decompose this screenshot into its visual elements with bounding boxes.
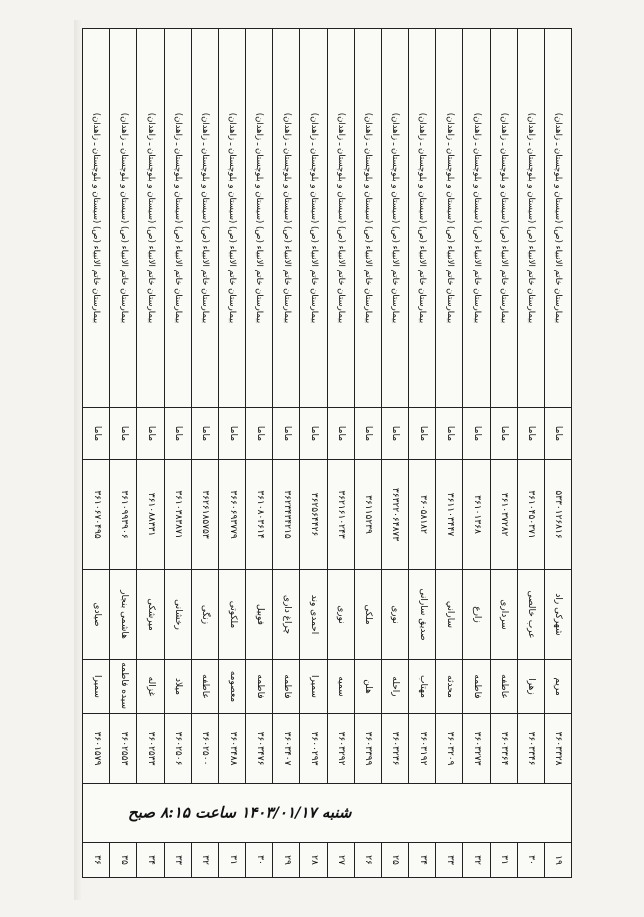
last-name-cell: نوری	[381, 570, 408, 660]
role-cell: ماما	[436, 408, 463, 460]
role-cell: ماما	[164, 408, 191, 460]
first-name-cell: سمیرا	[83, 660, 110, 714]
table-row	[110, 29, 137, 878]
table-row	[463, 29, 490, 878]
role-cell: ماما	[517, 408, 544, 460]
first-name-cell: فاطمه	[463, 660, 490, 714]
role-cell: ماما	[137, 408, 164, 460]
first-name-cell: سیده فاطمه	[110, 660, 137, 714]
table-row	[544, 29, 571, 878]
role-cell: ماما	[83, 408, 110, 460]
row-index-cell: ۳۲	[191, 843, 218, 878]
first-name-cell: مهتاب	[409, 660, 436, 714]
role-cell: ماما	[300, 408, 327, 460]
national-id-cell: ۳۶۱۰۸۰۳۶۱۴	[246, 460, 273, 570]
hospital-cell: بیمارستان خاتم الانبیاء (ص) (سیستان و بلوچستان ـ زاهدان)	[110, 29, 137, 408]
role-cell: ماما	[354, 408, 381, 460]
last-name-cell: هاشمی بنجار	[110, 570, 137, 660]
national-id-cell: ۵۳۳۰۱۲۶۸۱۶	[544, 460, 571, 570]
code-cell: ۳۶۰۲۵۰۰	[191, 714, 218, 784]
hospital-cell: بیمارستان خاتم الانبیاء (ص) (سیستان و بلوچستان ـ زاهدان)	[463, 29, 490, 408]
national-id-cell: ۳۶۰۵۸۱۸۲	[409, 460, 436, 570]
row-index-cell: ۲۵	[381, 843, 408, 878]
national-id-cell: ۳۶۳۲۲۰۶۴۸۷۳	[381, 460, 408, 570]
row-index-cell: ۳۶	[83, 843, 110, 878]
table-row	[191, 29, 218, 878]
row-index-cell: ۱۹	[544, 843, 571, 878]
role-cell: ماما	[246, 408, 273, 460]
hospital-cell: بیمارستان خاتم الانبیاء (ص) (سیستان و بلوچستان ـ زاهدان)	[544, 29, 571, 408]
last-name-cell: چراغ داری	[273, 570, 300, 660]
row-index-cell: ۳۰	[517, 843, 544, 878]
last-name-cell: احمدی وند	[300, 570, 327, 660]
first-name-cell: سمیه	[327, 660, 354, 714]
hospital-cell: بیمارستان خاتم الانبیاء (ص) (سیستان و بلوچستان ـ زاهدان)	[218, 29, 245, 408]
last-name-cell: ملکوتی	[218, 570, 245, 660]
row-index-cell: ۳۰	[246, 843, 273, 878]
table-row	[300, 29, 327, 878]
national-id-cell: ۳۶۱۱۵۲۳۹	[354, 460, 381, 570]
code-cell: ۳۶۰۳۴۸۸	[218, 714, 245, 784]
first-name-cell: غزاله	[137, 660, 164, 714]
code-cell: ۳۶۰۲۵۳۳	[137, 714, 164, 784]
last-name-cell: ساراني	[436, 570, 463, 660]
role-cell: ماما	[191, 408, 218, 460]
first-name-cell: مریم	[544, 660, 571, 714]
row-index-cell: ۳۳	[436, 843, 463, 878]
hospital-cell: بیمارستان خاتم الانبیاء (ص) (سیستان و بلوچستان ـ زاهدان)	[409, 29, 436, 408]
national-id-cell: ۳۶۱۰۶۷۰۴۹۵	[83, 460, 110, 570]
code-cell: ۳۶۰۲۵۵۳	[110, 714, 137, 784]
national-id-cell: ۳۶۲۶۱۸۵۷۵۳	[191, 460, 218, 570]
row-index-cell: ۳۴	[409, 843, 436, 878]
national-id-cell: ۳۶۲۳۴۳۴۲۱۵	[273, 460, 300, 570]
first-name-cell: هلن	[354, 660, 381, 714]
table-row	[354, 29, 381, 878]
hospital-cell: بیمارستان خاتم الانبیاء (ص) (سیستان و بلوچستان ـ زاهدان)	[83, 29, 110, 408]
document-sheet	[82, 28, 572, 877]
code-cell: ۳۶۰۳۲۷۳	[463, 714, 490, 784]
role-cell: ماما	[463, 408, 490, 460]
table-row	[490, 29, 517, 878]
table-row	[273, 29, 300, 878]
last-name-cell: نوری	[327, 570, 354, 660]
hospital-cell: بیمارستان خاتم الانبیاء (ص) (سیستان و بلوچستان ـ زاهدان)	[164, 29, 191, 408]
code-cell: ۳۶۰۰۲۹۳	[300, 714, 327, 784]
table-row	[436, 29, 463, 878]
table-row	[164, 29, 191, 878]
national-id-cell: ۳۶۱۱۰۳۴۴۷	[436, 460, 463, 570]
last-name-cell: صیادی	[83, 570, 110, 660]
first-name-cell: زهرا	[517, 660, 544, 714]
national-id-cell: ۳۶۱۰۳۸۳۸۷۱	[164, 460, 191, 570]
handwritten-note-text: شنبه ۱۴۰۳/۰۱/۱۷ ساعت ۸:۱۵ صبح	[128, 803, 352, 822]
code-cell: ۳۶۰۳۴۰۷	[273, 714, 300, 784]
last-name-cell: زنگی	[191, 570, 218, 660]
row-index-cell: ۳۲	[463, 843, 490, 878]
table-row	[409, 29, 436, 878]
national-id-cell: ۳۶۲۵۶۴۴۲۶	[300, 460, 327, 570]
hospital-cell: بیمارستان خاتم الانبیاء (ص) (سیستان و بلوچستان ـ زاهدان)	[246, 29, 273, 408]
national-id-cell: ۳۶۲۱۶۱۰۲۴۳	[327, 460, 354, 570]
code-cell: ۳۶۰۳۳۹۹	[354, 714, 381, 784]
hospital-cell: بیمارستان خاتم الانبیاء (ص) (سیستان و بلوچستان ـ زاهدان)	[137, 29, 164, 408]
first-name-cell: عاطفه	[191, 660, 218, 714]
code-cell: ۳۶۰۳۲۰۹	[436, 714, 463, 784]
role-cell: ماما	[381, 408, 408, 460]
table-row	[218, 29, 245, 878]
hospital-cell: بیمارستان خاتم الانبیاء (ص) (سیستان و بلوچستان ـ زاهدان)	[327, 29, 354, 408]
role-cell: ماما	[544, 408, 571, 460]
page-edge-shadow	[74, 20, 82, 900]
first-name-cell: معصومه	[218, 660, 245, 714]
last-name-cell: صدیق سارانی	[409, 570, 436, 660]
national-id-cell: ۳۶۱۰۱۳۶۸	[463, 460, 490, 570]
last-name-cell: زارع	[463, 570, 490, 660]
last-name-cell: شهرکی راد	[544, 570, 571, 660]
role-cell: ماما	[110, 408, 137, 460]
row-index-cell: ۲۶	[354, 843, 381, 878]
code-cell: ۳۶۰۱۵۷۹	[83, 714, 110, 784]
hospital-cell: بیمارستان خاتم الانبیاء (ص) (سیستان و بلوچستان ـ زاهدان)	[490, 29, 517, 408]
role-cell: ماما	[273, 408, 300, 460]
handwritten-note	[83, 784, 572, 843]
code-cell: ۳۶۰۳۲۳۶	[381, 714, 408, 784]
row-index-cell: ۲۹	[273, 843, 300, 878]
table-row	[327, 29, 354, 878]
hospital-cell: بیمارستان خاتم الانبیاء (ص) (سیستان و بلوچستان ـ زاهدان)	[436, 29, 463, 408]
table-row	[246, 29, 273, 878]
first-name-cell: فاطمه	[273, 660, 300, 714]
table-row	[517, 29, 544, 878]
last-name-cell: سرداری	[490, 570, 517, 660]
last-name-cell: ملکی	[354, 570, 381, 660]
table-row	[137, 29, 164, 878]
row-index-cell: ۲۸	[300, 843, 327, 878]
role-cell: ماما	[327, 408, 354, 460]
code-cell: ۳۶۰۳۳۴۶	[517, 714, 544, 784]
first-name-cell: فاطمه	[246, 660, 273, 714]
code-cell: ۳۶۰۳۳۲۸	[544, 714, 571, 784]
row-index-cell: ۲۷	[327, 843, 354, 878]
hospital-cell: بیمارستان خاتم الانبیاء (ص) (سیستان و بلوچستان ـ زاهدان)	[191, 29, 218, 408]
code-cell: ۳۶۰۳۲۹۲	[327, 714, 354, 784]
hospital-cell: بیمارستان خاتم الانبیاء (ص) (سیستان و بلوچستان ـ زاهدان)	[517, 29, 544, 408]
first-name-cell: راحله	[381, 660, 408, 714]
row-index-cell: ۳۴	[137, 843, 164, 878]
hospital-cell: بیمارستان خاتم الانبیاء (ص) (سیستان و بلوچستان ـ زاهدان)	[273, 29, 300, 408]
staff-table	[82, 28, 572, 878]
code-cell: ۳۶۰۳۳۶۴	[490, 714, 517, 784]
code-cell: ۳۶۰۳۱۹۲	[409, 714, 436, 784]
code-cell: ۳۶۰۲۵۰۶	[164, 714, 191, 784]
table-row	[83, 29, 110, 878]
national-id-cell: ۳۶۱۰۴۵۰۳۷۱	[517, 460, 544, 570]
role-cell: ماما	[218, 408, 245, 460]
row-index-cell: ۳۱	[218, 843, 245, 878]
first-name-cell: محدثه	[436, 660, 463, 714]
hospital-cell: بیمارستان خاتم الانبیاء (ص) (سیستان و بلوچستان ـ زاهدان)	[354, 29, 381, 408]
last-name-cell: فوبیل	[246, 570, 273, 660]
role-cell: ماما	[409, 408, 436, 460]
last-name-cell: رخشانی	[164, 570, 191, 660]
first-name-cell: سمیرا	[300, 660, 327, 714]
table-row	[381, 29, 408, 878]
row-index-cell: ۳۱	[490, 843, 517, 878]
national-id-cell: ۳۶۶۰۶۹۳۷۷۹	[218, 460, 245, 570]
hospital-cell: بیمارستان خاتم الانبیاء (ص) (سیستان و بلوچستان ـ زاهدان)	[300, 29, 327, 408]
first-name-cell: عاطفه	[490, 660, 517, 714]
national-id-cell: ۳۶۱۰۹۹۳۹۰۶	[110, 460, 137, 570]
last-name-cell: عرب خالصی	[517, 570, 544, 660]
first-name-cell: میلاد	[164, 660, 191, 714]
national-id-cell: ۳۶۱۰۸۸۳۳۱	[137, 460, 164, 570]
hospital-cell: بیمارستان خاتم الانبیاء (ص) (سیستان و بلوچستان ـ زاهدان)	[381, 29, 408, 408]
role-cell: ماما	[490, 408, 517, 460]
row-index-cell: ۳۳	[164, 843, 191, 878]
code-cell: ۳۶۰۳۴۷۶	[246, 714, 273, 784]
last-name-cell: میرشکی	[137, 570, 164, 660]
national-id-cell: ۳۶۱۰۳۷۲۸۲	[490, 460, 517, 570]
row-index-cell: ۳۵	[110, 843, 137, 878]
